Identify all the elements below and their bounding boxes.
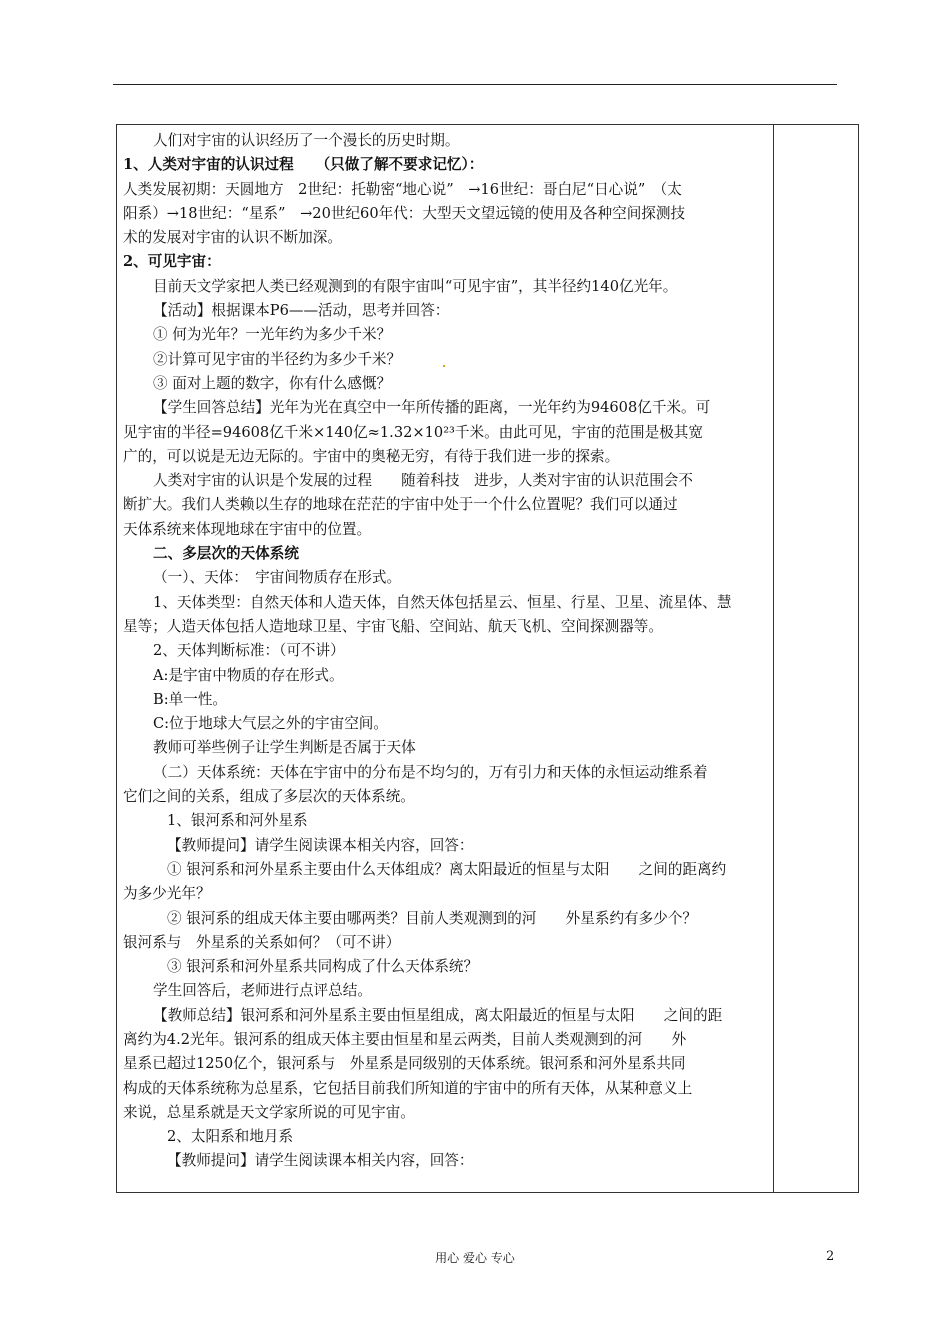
text-line: 【教师提问】请学生阅读课本相关内容，回答： — [167, 1152, 474, 1170]
text-line: 教师可举些例子让学生判断是否属于天体 — [153, 739, 416, 757]
text-line: C:位于地球大气层之外的宇宙空间。 — [153, 715, 388, 733]
text-line: 断扩大。我们人类赖以生存的地球在茫茫的宇宙中处于一个什么位置呢？我们可以通过 — [123, 496, 678, 514]
text-line: 为多少光年？ — [123, 885, 211, 903]
footer-motto: 用心 爱心 专心 — [435, 1251, 515, 1265]
text-line: （二）天体系统：天体在宇宙中的分布是不均匀的，万有引力和天体的永恒运动维系着 — [153, 763, 708, 781]
text-line: ③ 银河系和河外星系共同构成了什么天体系统？ — [167, 958, 479, 976]
text-line: 阳系）→18世纪：“星系” →20世纪60年代：大型天文望远镜的使用及各种空间探测技 — [123, 204, 686, 222]
text-line: 1、人类对宇宙的认识过程 （只做了解不要求记忆）： — [123, 156, 484, 174]
text-line: 【教师总结】银河系和河外星系主要由恒星组成，离太阳最近的恒星与太阳 之间的距 — [153, 1006, 723, 1024]
text-line: 人们对宇宙的认识经历了一个漫长的历史时期。 — [153, 132, 460, 149]
text-line: 银河系与 外星系的关系如何？（可不讲） — [123, 933, 401, 951]
text-line: ① 何为光年？一光年约为多少千米？ — [153, 326, 392, 344]
text-line: 天体系统来体现地球在宇宙中的位置。 — [123, 520, 372, 538]
page-number: 2 — [826, 1249, 835, 1264]
text-line: 1、银河系和河外星系 — [167, 812, 308, 830]
header-rule — [113, 84, 837, 85]
text-line: 人类发展初期：天圆地方 2世纪：托勒密“地心说” →16世纪：哥白尼“日心说” （太 — [123, 180, 682, 198]
text-line: 学生回答后，老师进行点评总结。 — [153, 982, 372, 1000]
text-line: 【教师提问】请学生阅读课本相关内容，回答： — [167, 836, 474, 854]
text-line: 2、天体判断标准：（可不讲） — [153, 642, 345, 660]
text-line: A:是宇宙中物质的存在形式。 — [153, 666, 344, 684]
text-line: ③ 面对上题的数字，你有什么感慨？ — [153, 374, 392, 392]
text-line: B:单一性。 — [153, 690, 228, 708]
text-line: 广的，可以说是无边无际的。宇宙中的奥秘无穷，有待于我们进一步的探索。 — [123, 447, 620, 465]
text-line: 人类对宇宙的认识是个发展的过程 随着科技 进步，人类对宇宙的认识范围会不 — [153, 472, 693, 490]
text-line: （一）、天体： 宇宙间物质存在形式。 — [153, 569, 402, 587]
text-line: ②计算可见宇宙的半径约为多少千米？ — [153, 350, 402, 368]
text-line: 离约为4.2光年。银河系的组成天体主要由恒星和星云两类，目前人类观测到的河 外 — [123, 1030, 687, 1048]
text-line: 星系已超过1250亿个，银河系与 外星系是同级别的天体系统。银河系和河外星系共同 — [123, 1055, 686, 1073]
lesson-content — [123, 129, 771, 1174]
text-line: 术的发展对宇宙的认识不断加深。 — [123, 229, 342, 247]
text-line: 【学生回答总结】光年为光在真空中一年所传播的距离，一光年约为94608亿千米。可 — [153, 399, 711, 417]
text-line: ① 银河系和河外星系主要由什么天体组成？离太阳最近的恒星与太阳 之间的距离约 — [167, 860, 727, 878]
text-line: 【活动】根据课本P6——活动，思考并回答： — [153, 302, 450, 320]
text-line: 目前天文学家把人类已经观测到的有限宇宙叫“可见宇宙”，其半径约140亿光年。 — [153, 277, 678, 295]
notes-column-divider — [773, 125, 774, 1192]
text-line: 来说，总星系就是天文学家所说的可见宇宙。 — [123, 1103, 415, 1121]
text-line: 2、太阳系和地月系 — [167, 1128, 294, 1146]
text-line: ② 银河系的组成天体主要由哪两类？目前人类观测到的河 外星系约有多少个？ — [167, 909, 698, 927]
text-line: 1、天体类型：自然天体和人造天体，自然天体包括星云、恒星、行星、卫星、流星体、慧 — [153, 593, 732, 611]
ink-speck — [443, 365, 445, 367]
text-line: 2、可见宇宙： — [123, 253, 221, 271]
text-line: 星等；人造天体包括人造地球卫星、宇宙飞船、空间站、航天飞机、空间探测器等。 — [123, 617, 663, 635]
text-line: 它们之间的关系，组成了多层次的天体系统。 — [123, 788, 415, 806]
lesson-table — [116, 124, 859, 1193]
text-line: 二、多层次的天体系统 — [153, 545, 299, 563]
text-line: 见宇宙的半径=94608亿千米×140亿≈1.32×10²³千米。由此可见，宇宙的范围是极其宽 — [123, 423, 703, 441]
text-line: 构成的天体系统称为总星系，它包括目前我们所知道的宇宙中的所有天体，从某种意义上 — [123, 1079, 693, 1097]
